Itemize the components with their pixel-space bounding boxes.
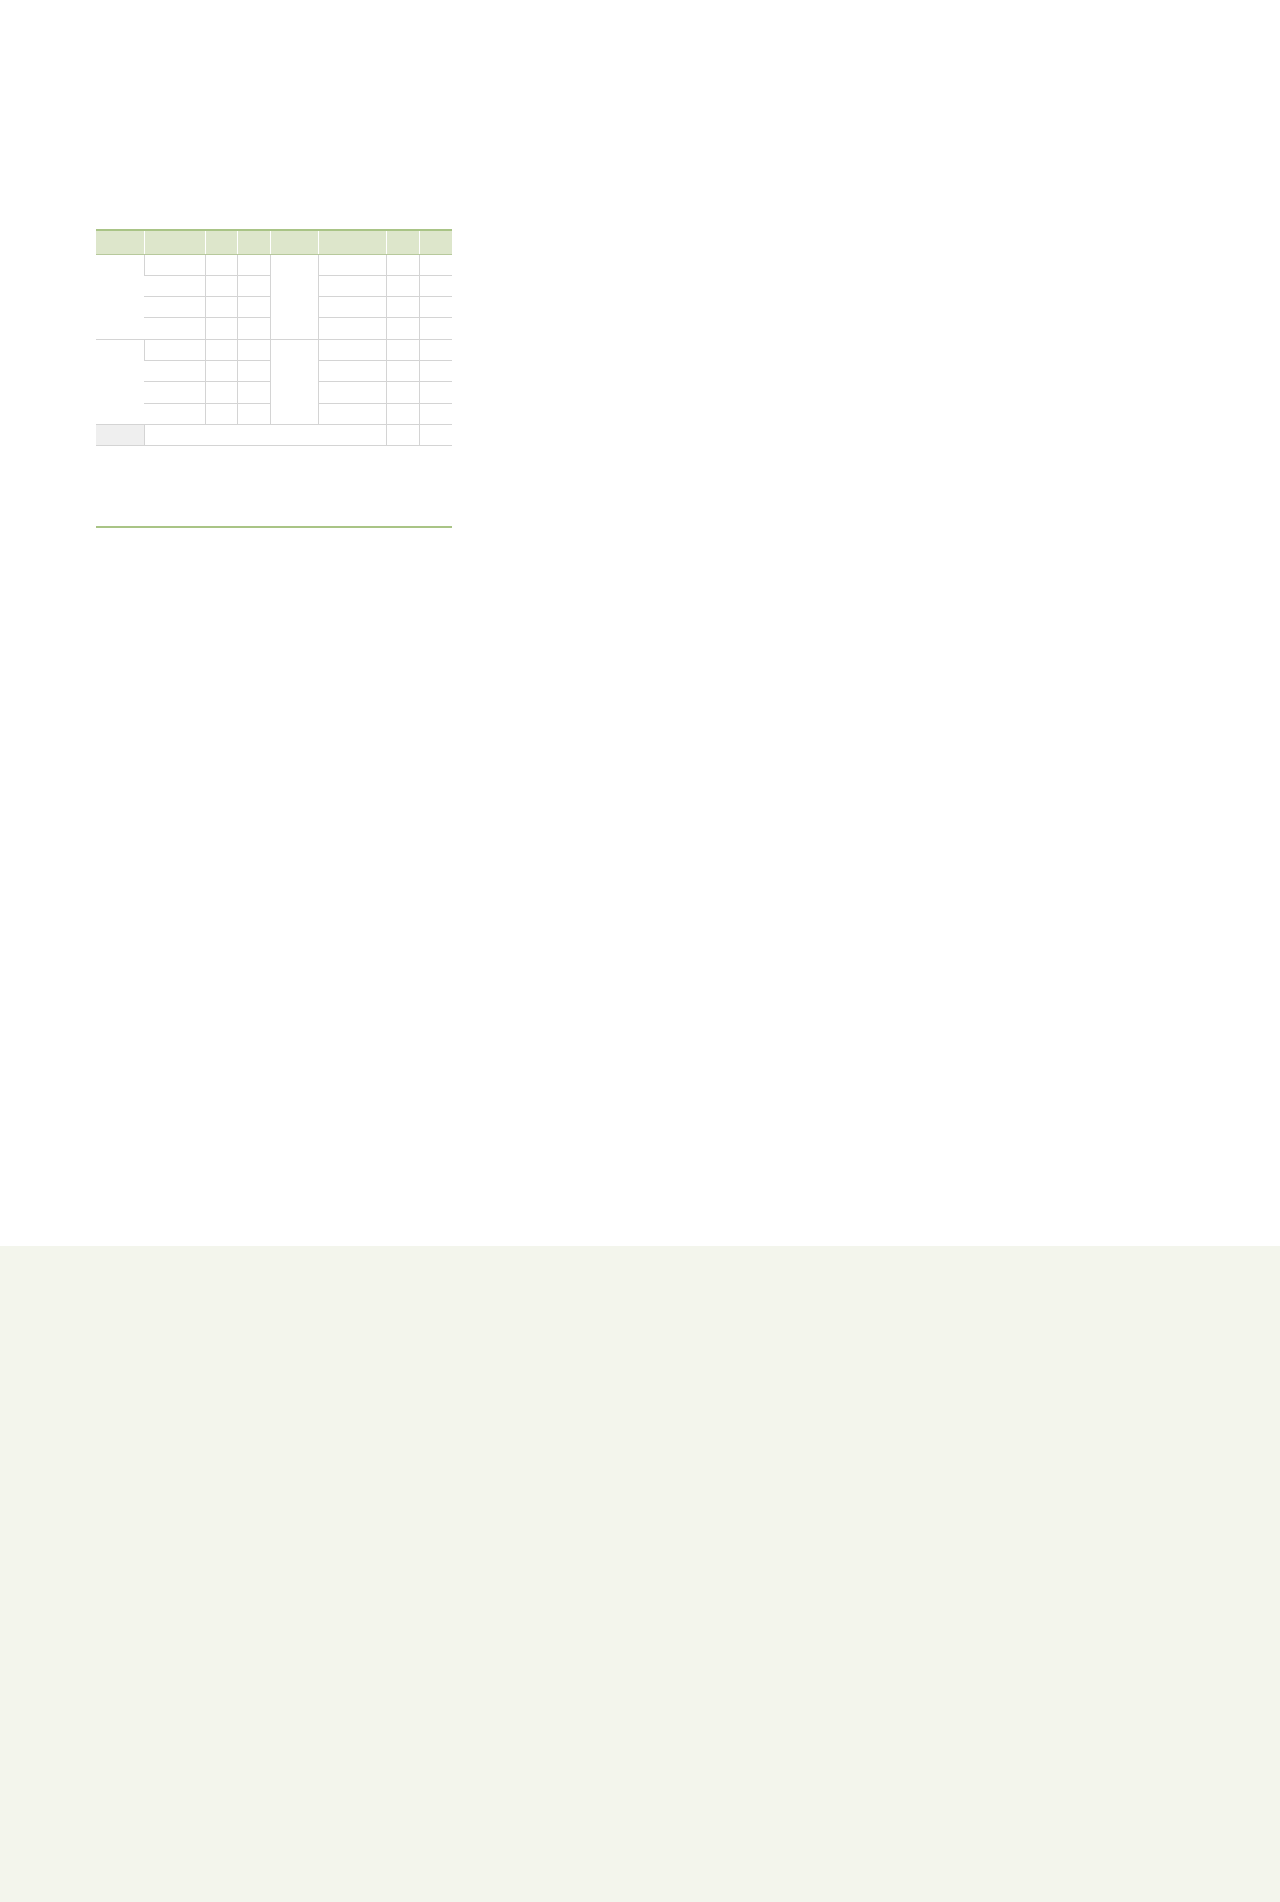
- column-header: [238, 231, 271, 254]
- cell: [205, 275, 238, 296]
- cell: [319, 297, 387, 318]
- dept-meta: [96, 211, 452, 231]
- cell: [319, 360, 387, 381]
- cell: [238, 382, 271, 403]
- cell: [386, 254, 419, 275]
- dept-title: [96, 483, 452, 508]
- cell: [319, 403, 387, 424]
- cell: [144, 275, 205, 296]
- cell: [238, 318, 271, 339]
- group-table: [96, 231, 452, 446]
- cell: [205, 318, 238, 339]
- cell: [144, 254, 205, 275]
- cell: [386, 339, 419, 360]
- cell: [144, 318, 205, 339]
- column-header: [419, 231, 452, 254]
- cell: [205, 297, 238, 318]
- cell: [205, 360, 238, 381]
- cell: [144, 382, 205, 403]
- village-cell: [271, 339, 319, 424]
- cell: [205, 254, 238, 275]
- cell: [419, 297, 452, 318]
- cell: [144, 339, 205, 360]
- staff-names: [144, 424, 386, 445]
- cell: [319, 254, 387, 275]
- cell: [419, 403, 452, 424]
- cell: [386, 297, 419, 318]
- cell: [238, 254, 271, 275]
- column-header: [271, 231, 319, 254]
- cell: [238, 403, 271, 424]
- cell: [238, 297, 271, 318]
- cell: [319, 339, 387, 360]
- cell: [205, 403, 238, 424]
- cell: [386, 382, 419, 403]
- cell: [238, 275, 271, 296]
- column-header: [386, 231, 419, 254]
- cell: [419, 254, 452, 275]
- cell: [386, 275, 419, 296]
- header-row: [96, 231, 452, 254]
- cell: [386, 424, 419, 445]
- section-header: [96, 98, 108, 100]
- cell: [386, 360, 419, 381]
- staff-row: [96, 424, 452, 445]
- village-cell: [96, 339, 144, 424]
- dept-meta: [96, 508, 452, 528]
- cell: [144, 297, 205, 318]
- cell: [386, 318, 419, 339]
- cell: [419, 339, 452, 360]
- cell: [144, 403, 205, 424]
- table-row: [96, 254, 452, 275]
- column-header: [319, 231, 387, 254]
- village-cell: [271, 254, 319, 339]
- staff-label: [96, 424, 144, 445]
- cell: [205, 382, 238, 403]
- cell: [419, 275, 452, 296]
- cell: [419, 424, 452, 445]
- cell: [319, 382, 387, 403]
- flower-offering-section: [0, 1246, 1280, 1902]
- blessing-dept: [96, 186, 452, 446]
- cell: [319, 275, 387, 296]
- cell: [386, 403, 419, 424]
- cell: [419, 360, 452, 381]
- youth1-dept: [96, 483, 452, 528]
- dept-title: [96, 186, 452, 211]
- village-cell: [96, 254, 144, 339]
- cell: [419, 382, 452, 403]
- cell: [319, 318, 387, 339]
- cell: [144, 360, 205, 381]
- cell: [205, 339, 238, 360]
- table-row: [96, 339, 452, 360]
- cell: [419, 318, 452, 339]
- cell: [238, 339, 271, 360]
- column-header: [96, 231, 144, 254]
- column-header: [144, 231, 205, 254]
- column-header: [205, 231, 238, 254]
- cell: [238, 360, 271, 381]
